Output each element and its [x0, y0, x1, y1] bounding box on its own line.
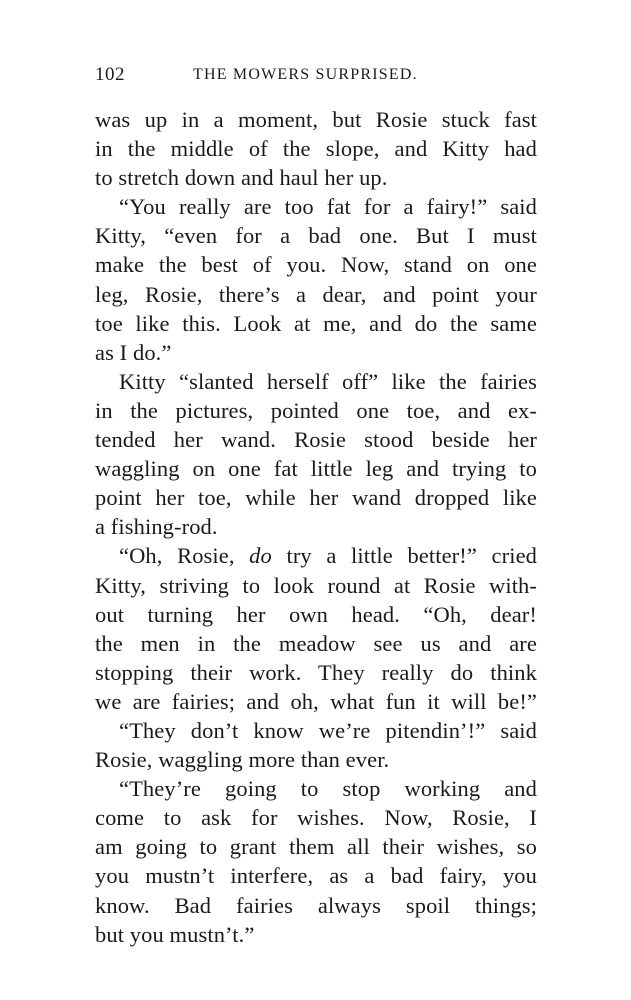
text-line: as I do.”: [95, 339, 172, 365]
text-line: was up in a moment, but Rosie stuck fast: [95, 107, 537, 132]
text-line: “They don’t know we’re pitendin’!” said: [119, 717, 537, 743]
text-line: you mustn’t interfere, as a bad fairy, you: [95, 863, 537, 889]
text-line: am going to grant them all their wishes, so: [95, 834, 537, 860]
text-line: but you mustn’t.”: [95, 921, 255, 947]
text-line: stopping their work. They really do think: [95, 659, 537, 685]
text-line: Kitty “slanted herself off” like the fairies: [119, 368, 537, 394]
text-line: “You really are too fat for a fairy!” said: [119, 194, 537, 220]
text-line: the men in the meadow see us and are: [95, 630, 537, 656]
text-line: “They’re going to stop working and: [119, 776, 537, 802]
page-header: [95, 64, 535, 94]
running-head: THE MOWERS SURPRISED.: [193, 66, 418, 83]
body-text: [95, 105, 537, 949]
text-line: make the best of you. Now, stand on one: [95, 252, 537, 278]
text-line: point her toe, while her wand dropped like: [95, 485, 537, 511]
page-number: 102: [95, 64, 125, 85]
text-line: come to ask for wishes. Now, Rosie, I: [95, 805, 537, 831]
text-line: in the middle of the slope, and Kitty had: [95, 136, 537, 162]
text-line: Rosie, waggling more than ever.: [95, 747, 390, 773]
text-line: Kitty, striving to look round at Rosie with-: [95, 572, 537, 598]
text-line: tended her wand. Rosie stood beside her: [95, 427, 537, 453]
text-line: leg, Rosie, there’s a dear, and point your: [95, 281, 537, 307]
text-line: waggling on one fat little leg and trying to: [95, 456, 537, 482]
text-line: Kitty, “even for a bad one. But I must: [95, 223, 537, 249]
text-line: “Oh, Rosie, do try a little better!” cried: [119, 543, 538, 569]
text-line: to stretch down and haul her up.: [95, 165, 388, 191]
emphasis: do: [249, 543, 272, 569]
text-line: a fishing-rod.: [95, 514, 218, 540]
text-line: we are fairies; and oh, what fun it will be!”: [95, 688, 537, 714]
text-line: out turning her own head. “Oh, dear!: [95, 601, 537, 627]
text-line: know. Bad fairies always spoil things;: [95, 892, 537, 918]
text-line: in the pictures, pointed one toe, and ex-: [95, 397, 537, 423]
text-line: toe like this. Look at me, and do the same: [95, 310, 537, 336]
